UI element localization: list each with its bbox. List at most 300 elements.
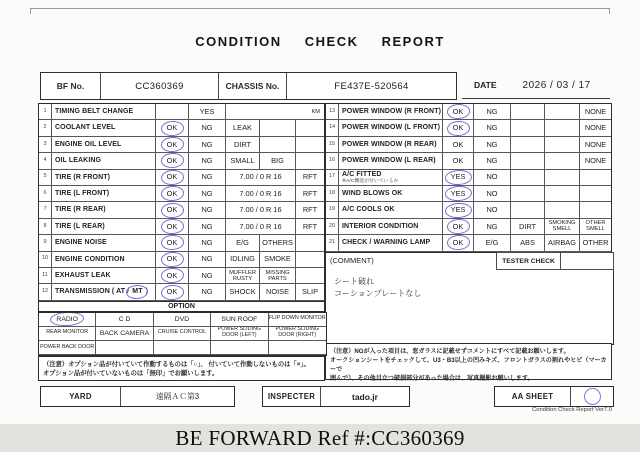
cell-text: C D	[118, 315, 131, 323]
cell-text: POWER WINDOW (L FRONT)	[342, 124, 441, 132]
cell-text: 7.00 / 0 R 16	[239, 205, 282, 215]
item-label	[52, 104, 156, 120]
check-cell	[545, 120, 580, 136]
check-cell	[511, 202, 545, 218]
cell-text: SHOCK	[229, 287, 256, 297]
aa-sheet-box	[494, 386, 614, 407]
check-table-right	[325, 103, 612, 253]
item-label	[52, 170, 156, 186]
check-cell	[474, 186, 511, 202]
option-section-title: OPTION	[38, 301, 325, 312]
check-cell	[189, 104, 226, 120]
item-label	[52, 268, 156, 284]
row-number: 12	[39, 284, 52, 300]
cell-text: NONE	[584, 139, 607, 149]
check-cell	[296, 170, 324, 186]
check-cell	[474, 153, 511, 169]
chassis-no-label: CHASSIS No.	[219, 73, 287, 99]
tester-check-empty-cell	[561, 253, 613, 269]
check-cell	[545, 186, 580, 202]
check-cell	[226, 284, 260, 300]
row-number: 21	[326, 235, 339, 251]
row-number: 13	[326, 104, 339, 120]
cell-text: SMOKING SMELL	[548, 220, 576, 233]
cell-text: EXHAUST LEAK	[55, 271, 111, 279]
circled-mark: OK	[166, 205, 178, 215]
inspector-label: INSPECTER	[263, 387, 321, 406]
cell-text: TIRE (L REAR)	[55, 222, 105, 230]
cell-text: NONE	[584, 155, 607, 165]
cell-text: POWER WINDOW (R FRONT)	[342, 108, 442, 116]
cell-text: 7.00 / 0 R 16	[239, 188, 282, 198]
row-number: 11	[39, 268, 52, 284]
vehicle-id-header	[40, 72, 457, 100]
circled-mark: OK	[166, 254, 178, 264]
circled-mark: OK	[166, 237, 178, 247]
comment-line: シート破れ	[334, 277, 374, 286]
cell-text: NG	[201, 221, 213, 231]
check-cell	[580, 235, 611, 251]
cell-text: TIMING BELT CHANGE	[55, 108, 134, 116]
item-sub-label: ※A/C機能が付いているか	[342, 178, 399, 184]
row-number: 4	[39, 153, 52, 169]
cell-text: OIL LEAKING	[55, 157, 102, 165]
check-cell	[296, 153, 324, 169]
item-label	[339, 202, 443, 218]
check-cell	[580, 170, 611, 186]
cell-text: TIRE (R REAR)	[55, 206, 106, 214]
option-cell	[154, 313, 211, 327]
check-cell	[189, 235, 226, 251]
check-cell	[189, 170, 226, 186]
check-cell	[189, 268, 226, 284]
date-label: DATE	[474, 80, 497, 90]
cell-text: NONE	[584, 123, 607, 133]
cell-text: NG	[201, 254, 213, 264]
option-cell	[39, 341, 96, 355]
check-cell	[580, 153, 611, 169]
check-cell	[545, 235, 580, 251]
row-number: 15	[326, 137, 339, 153]
check-cell	[296, 252, 324, 268]
cell-text: NG	[486, 139, 498, 149]
check-cell	[156, 235, 189, 251]
cell-text: OK	[452, 139, 464, 149]
circled-mark: OK	[166, 287, 178, 297]
check-cell	[443, 202, 474, 218]
cell-text: INTERIOR CONDITION	[342, 222, 419, 230]
check-cell	[443, 170, 474, 186]
check-cell	[260, 284, 296, 300]
cell-text: NG	[201, 123, 213, 133]
cell-text: AIRBAG	[548, 237, 576, 247]
row-number: 19	[326, 202, 339, 218]
check-cell	[443, 153, 474, 169]
note-line: （注意）NGが入った項目は、窓ガラスに記載せずコメントにすべて記載お願いします。	[330, 348, 570, 355]
check-cell	[189, 252, 226, 268]
check-cell	[580, 219, 611, 235]
tester-check-cell: TESTER CHECK	[497, 253, 561, 269]
option-caution-note	[38, 356, 325, 381]
note-line: オークションシートをチェックして、U3・B3以上の凹みキズ、フロントガラスの割れやヒビ（マーカーで	[330, 357, 607, 374]
note-line: （注意）オプション品が付いていて作動するものは「○」、 付いていて作動しないものは「×」。	[43, 360, 310, 368]
cell-text: NG	[201, 188, 213, 198]
cell-text: POWER SLIDING DOOR (RIGHT)	[275, 326, 319, 339]
check-cell	[189, 219, 226, 235]
row-number: 18	[326, 186, 339, 202]
cell-text: NG	[486, 221, 498, 231]
item-label	[339, 137, 443, 153]
check-cell	[443, 235, 474, 251]
check-cell	[189, 137, 226, 153]
check-cell	[511, 137, 545, 153]
cell-text: DIRT	[518, 221, 537, 231]
circled-mark: YES	[450, 188, 466, 198]
item-label	[52, 252, 156, 268]
cell-text: A/C FITTED	[342, 170, 382, 178]
comment-line: コーションプレートなし	[334, 289, 422, 298]
check-cell	[226, 202, 296, 218]
check-cell	[226, 219, 296, 235]
cell-text: RFT	[302, 172, 318, 182]
check-cell	[296, 235, 324, 251]
option-cell	[269, 313, 326, 327]
comment-label: (COMMENT)	[330, 256, 374, 265]
row-number: 14	[326, 120, 339, 136]
check-cell	[474, 120, 511, 136]
check-cell	[580, 186, 611, 202]
check-cell	[189, 202, 226, 218]
check-cell	[156, 219, 189, 235]
check-cell	[580, 202, 611, 218]
cell-text: COOLANT LEVEL	[55, 124, 116, 132]
item-label	[52, 153, 156, 169]
cell-text: CRUISE CONTROL	[157, 329, 207, 336]
item-label	[52, 186, 156, 202]
cell-text: NG	[486, 106, 498, 116]
check-cell	[474, 202, 511, 218]
row-number: 16	[326, 153, 339, 169]
row-number: 7	[39, 202, 52, 218]
row-number: 8	[39, 219, 52, 235]
check-cell	[580, 104, 611, 120]
check-cell	[226, 170, 296, 186]
check-cell	[545, 104, 580, 120]
check-cell	[156, 170, 189, 186]
item-label	[52, 235, 156, 251]
item-label	[52, 219, 156, 235]
check-cell	[156, 120, 189, 136]
circled-mark: RADIO	[56, 315, 78, 323]
check-cell	[156, 137, 189, 153]
check-cell	[511, 186, 545, 202]
cell-text: MISSING PARTS	[265, 269, 290, 282]
check-cell	[545, 137, 580, 153]
date-block	[462, 72, 610, 99]
yard-box	[40, 386, 235, 407]
cell-text: NG	[201, 139, 213, 149]
circled-mark: OK	[166, 139, 178, 149]
aa-sheet-mark-circle	[584, 388, 601, 405]
circled-mark: YES	[450, 205, 466, 215]
bf-no-label: BF No.	[41, 73, 101, 99]
circled-mark: OK	[452, 221, 464, 231]
cell-text: E/G	[485, 237, 499, 247]
cell-text: OK	[452, 155, 464, 165]
cell-text: NG	[201, 270, 213, 280]
option-cell	[96, 327, 153, 341]
cell-text: CHECK / WARNING LAMP	[342, 239, 431, 247]
aa-sheet-mark-cell	[571, 387, 613, 406]
cell-text: NO	[486, 172, 498, 182]
scan-top-edge-line	[30, 8, 610, 9]
circled-mark: OK	[166, 188, 178, 198]
item-label	[339, 104, 443, 120]
cell-text: OTHER	[582, 237, 609, 247]
check-cell	[545, 170, 580, 186]
cell-text: DVD	[174, 315, 190, 323]
check-cell	[226, 153, 260, 169]
cell-text: NO	[486, 188, 498, 198]
option-cell	[39, 327, 96, 341]
cell-text: NG	[201, 205, 213, 215]
item-label: TRANSMISSION ( AT / MT )	[52, 284, 156, 300]
be-forward-ref-caption: BE FORWARD Ref #:CC360369	[175, 425, 465, 450]
check-cell	[296, 219, 324, 235]
cell-text: NG	[201, 155, 213, 165]
cell-text: OTHERS	[262, 237, 293, 247]
check-cell	[156, 104, 189, 120]
cell-text: NONE	[584, 106, 607, 116]
bf-no-value: CC360369	[101, 73, 219, 99]
item-label	[339, 219, 443, 235]
option-cell	[96, 341, 153, 355]
check-cell	[189, 284, 226, 300]
cell-text: SUN ROOF	[221, 315, 258, 323]
cell-text: MUFFLER RUSTY	[229, 269, 256, 282]
cell-text: SMOKE	[264, 254, 291, 264]
row-number: 9	[39, 235, 52, 251]
cell-text: ENGINE NOISE	[55, 239, 107, 247]
check-cell	[474, 104, 511, 120]
check-cell	[189, 153, 226, 169]
circled-mark: OK	[166, 270, 178, 280]
check-cell	[443, 104, 474, 120]
check-cell	[226, 137, 260, 153]
row-number: 1	[39, 104, 52, 120]
circled-mark: OK	[452, 106, 464, 116]
cell-text: ENGINE OIL LEVEL	[55, 140, 122, 148]
check-cell	[260, 153, 296, 169]
item-label	[339, 120, 443, 136]
option-cell	[211, 327, 268, 341]
cell-text: POWER BACK DOOR	[40, 343, 95, 350]
option-table	[38, 312, 327, 357]
cell-text: ABS	[520, 237, 535, 247]
check-cell	[511, 104, 545, 120]
circled-mark: OK	[452, 123, 464, 133]
footer-caption-band	[0, 424, 640, 452]
check-cell	[226, 104, 324, 120]
check-cell	[296, 284, 324, 300]
check-cell	[156, 186, 189, 202]
circled-mark: OK	[452, 237, 464, 247]
item-label	[339, 186, 443, 202]
cell-text: NOISE	[266, 287, 289, 297]
check-cell	[443, 137, 474, 153]
check-cell	[474, 137, 511, 153]
cell-text: DIRT	[233, 139, 252, 149]
date-value: 2026 / 03 / 17	[522, 79, 591, 91]
check-cell	[226, 268, 260, 284]
item-label	[52, 137, 156, 153]
comment-lines	[334, 276, 421, 300]
option-cell	[96, 313, 153, 327]
cell-text: KM	[311, 108, 320, 115]
check-cell	[511, 153, 545, 169]
check-cell	[189, 120, 226, 136]
check-cell	[296, 268, 324, 284]
cell-text: POWER WINDOW (L REAR)	[342, 157, 436, 165]
cell-text: SLIP	[301, 287, 319, 297]
option-cell	[211, 313, 268, 327]
check-cell	[226, 235, 260, 251]
check-cell	[511, 235, 545, 251]
cell-text: TIRE (R FRONT)	[55, 173, 111, 181]
check-cell	[545, 219, 580, 235]
item-label	[339, 170, 443, 186]
item-label	[339, 153, 443, 169]
cell-text: RFT	[302, 221, 318, 231]
option-cell	[211, 341, 268, 355]
cell-text: POWER WINDOW (R REAR)	[342, 140, 437, 148]
check-cell	[443, 219, 474, 235]
chassis-no-value: FE437E-520564	[334, 80, 409, 92]
cell-text: NO	[486, 205, 498, 215]
check-cell	[296, 186, 324, 202]
cell-text: RFT	[302, 205, 318, 215]
check-cell	[545, 202, 580, 218]
yard-value: 遠隔ＡＣ第3	[155, 392, 200, 401]
circled-mark: OK	[166, 123, 178, 133]
cell-text: OTHER SMELL	[585, 220, 606, 233]
check-cell	[260, 252, 296, 268]
cell-text: FLIP DOWN MONITOR	[268, 315, 326, 322]
check-cell	[474, 170, 511, 186]
check-cell	[580, 137, 611, 153]
option-cell	[154, 341, 211, 355]
row-number: 10	[39, 252, 52, 268]
check-cell	[296, 120, 324, 136]
inspector-box	[262, 386, 410, 407]
cell-text: NG	[201, 287, 213, 297]
cell-text: IDLING	[230, 254, 255, 264]
aa-sheet-label: AA SHEET	[495, 387, 571, 406]
check-cell	[296, 202, 324, 218]
cell-text: SMALL	[230, 155, 255, 165]
cell-text: BIG	[271, 155, 284, 165]
cell-text: REAR MONITOR	[46, 329, 89, 336]
check-cell	[156, 284, 189, 300]
option-cell	[39, 313, 96, 327]
cell-text: LEAK	[233, 123, 252, 133]
note-line: 囲んで）、その他目立つ破損部分があった場合は、写真撮影お願いします。	[330, 375, 534, 383]
check-cell	[443, 120, 474, 136]
cell-text: NG	[486, 155, 498, 165]
version-text: Condition Check Report Ver7.0	[532, 407, 612, 413]
check-cell	[260, 137, 296, 153]
circled-mark: OK	[166, 172, 178, 182]
check-cell	[226, 120, 260, 136]
cell-text: TIRE (L FRONT)	[55, 189, 110, 197]
row-number: 3	[39, 137, 52, 153]
row-number: 2	[39, 120, 52, 136]
option-cell	[269, 341, 326, 355]
option-cell	[154, 327, 211, 341]
row-number: 6	[39, 186, 52, 202]
check-cell	[296, 137, 324, 153]
check-cell	[511, 170, 545, 186]
note-line: オプション品が付いていないものは「無印」でお願いします。	[43, 370, 219, 378]
cell-text: NG	[201, 172, 213, 182]
item-label	[52, 202, 156, 218]
comment-section	[325, 252, 614, 345]
check-cell	[511, 120, 545, 136]
cell-text: ENGINE CONDITION	[55, 255, 125, 263]
cell-text: NG	[486, 123, 498, 133]
item-label	[339, 235, 443, 251]
cell-text: BACK CAMERA	[99, 329, 150, 337]
check-cell	[226, 186, 296, 202]
cell-text: RFT	[302, 188, 318, 198]
cell-text: WIND BLOWS OK	[342, 189, 403, 197]
check-cell	[260, 235, 296, 251]
check-cell	[443, 186, 474, 202]
cell-text: NG	[201, 237, 213, 247]
row-number: 17	[326, 170, 339, 186]
row-number: 20	[326, 219, 339, 235]
check-cell	[156, 252, 189, 268]
row-number: 5	[39, 170, 52, 186]
check-cell	[260, 120, 296, 136]
check-cell	[156, 202, 189, 218]
check-cell	[156, 268, 189, 284]
cell-text: E/G	[236, 237, 249, 247]
check-cell	[511, 219, 545, 235]
check-cell	[260, 268, 296, 284]
check-cell	[545, 153, 580, 169]
check-cell	[226, 252, 260, 268]
tester-check-table	[496, 252, 614, 270]
cell-text: 7.00 / 0 R 16	[239, 172, 282, 182]
cell-text: 7.00 / 0 R 16	[239, 221, 282, 231]
inspector-value: tado.jr	[352, 391, 378, 402]
check-cell	[580, 120, 611, 136]
cell-text: YES	[199, 106, 215, 116]
check-cell	[474, 219, 511, 235]
check-table-left	[38, 103, 325, 302]
circled-mark: MT	[132, 288, 143, 296]
circled-mark: OK	[166, 155, 178, 165]
item-label	[52, 120, 156, 136]
cell-text: A/C COOLS OK	[342, 206, 395, 214]
cell-text: POWER SLIDING DOOR (LEFT)	[217, 326, 262, 339]
check-cell	[189, 186, 226, 202]
circled-mark: OK	[166, 221, 178, 231]
check-cell	[474, 235, 511, 251]
report-title: CONDITION CHECK REPORT	[195, 34, 445, 49]
yard-label: YARD	[41, 387, 121, 406]
